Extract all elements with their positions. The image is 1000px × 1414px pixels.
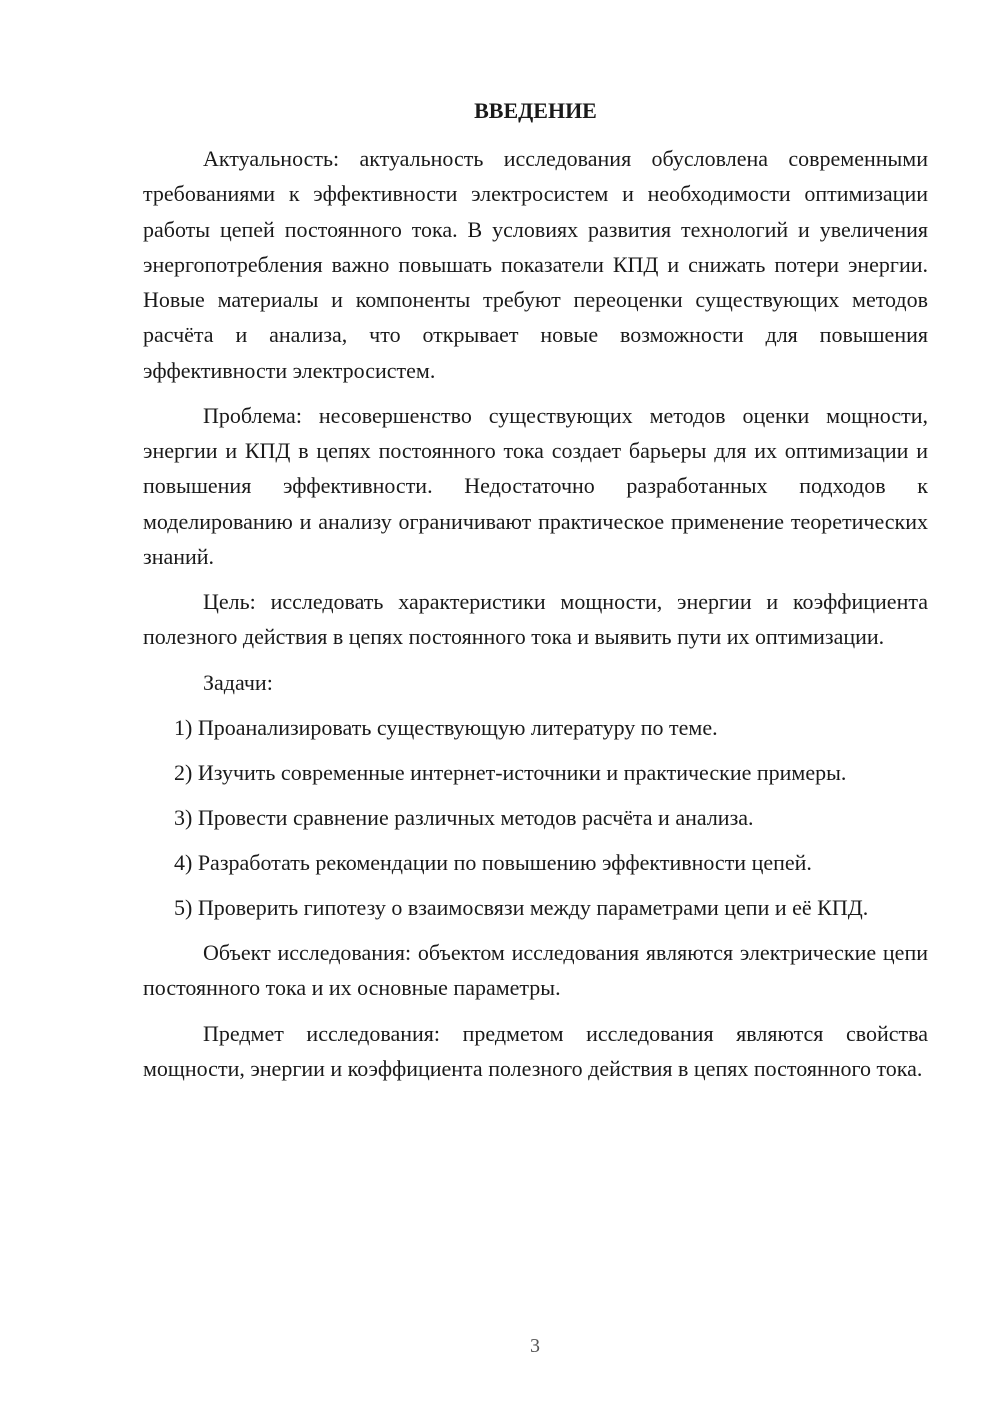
paragraph-goal: Цель: исследовать характеристики мощности, энергии и коэффициента полезного действия в цепях постоянного тока и выявить пути их оптимизации. xyxy=(143,589,928,650)
paragraph-relevance: Актуальность: актуальность исследования обусловлена современными требованиями к эффективности электросистем и необходимости оптимизации работы цепей постоянного тока. В условиях развития технологий и увеличения энергопотребления важно повышать показатели КПД и снижать потери энергии. Новые материалы и компоненты требуют переоценки существующих методов расчёта и анализа, что открывает новые возможности для повышения эффективности электросистем. xyxy=(143,146,928,383)
paragraph-problem: Проблема: несовершенство существующих методов оценки мощности, энергии и КПД в цепях постоянного тока создает барьеры для их оптимизации и повышения эффективности. Недостаточно разработанных подходов к моделированию и анализу ограничивают практическое применение теоретических знаний. xyxy=(143,402,928,570)
task-item-4: 4) Разработать рекомендации по повышению эффективности цепей. xyxy=(174,849,812,875)
task-item-3: 3) Провести сравнение различных методов расчёта и анализа. xyxy=(174,804,754,830)
paragraph-tasks-heading: Задачи: xyxy=(203,669,273,695)
task-item-1: 1) Проанализировать существующую литературу по теме. xyxy=(174,714,718,740)
document-body xyxy=(143,141,928,1086)
paragraph-object: Объект исследования: объектом исследования являются электрические цепи постоянного тока и их основные параметры. xyxy=(143,940,928,1001)
paragraph-subject: Предмет исследования: предметом исследования являются свойства мощности, энергии и коэффициента полезного действия в цепях постоянного тока. xyxy=(143,1020,928,1081)
task-item-2: 2) Изучить современные интернет-источники и практические примеры. xyxy=(174,759,847,785)
page-number: 3 xyxy=(530,1335,540,1357)
section-title: ВВЕДЕНИЕ xyxy=(474,98,597,123)
task-item-5: 5) Проверить гипотезу о взаимосвязи между параметрами цепи и её КПД. xyxy=(174,895,869,921)
